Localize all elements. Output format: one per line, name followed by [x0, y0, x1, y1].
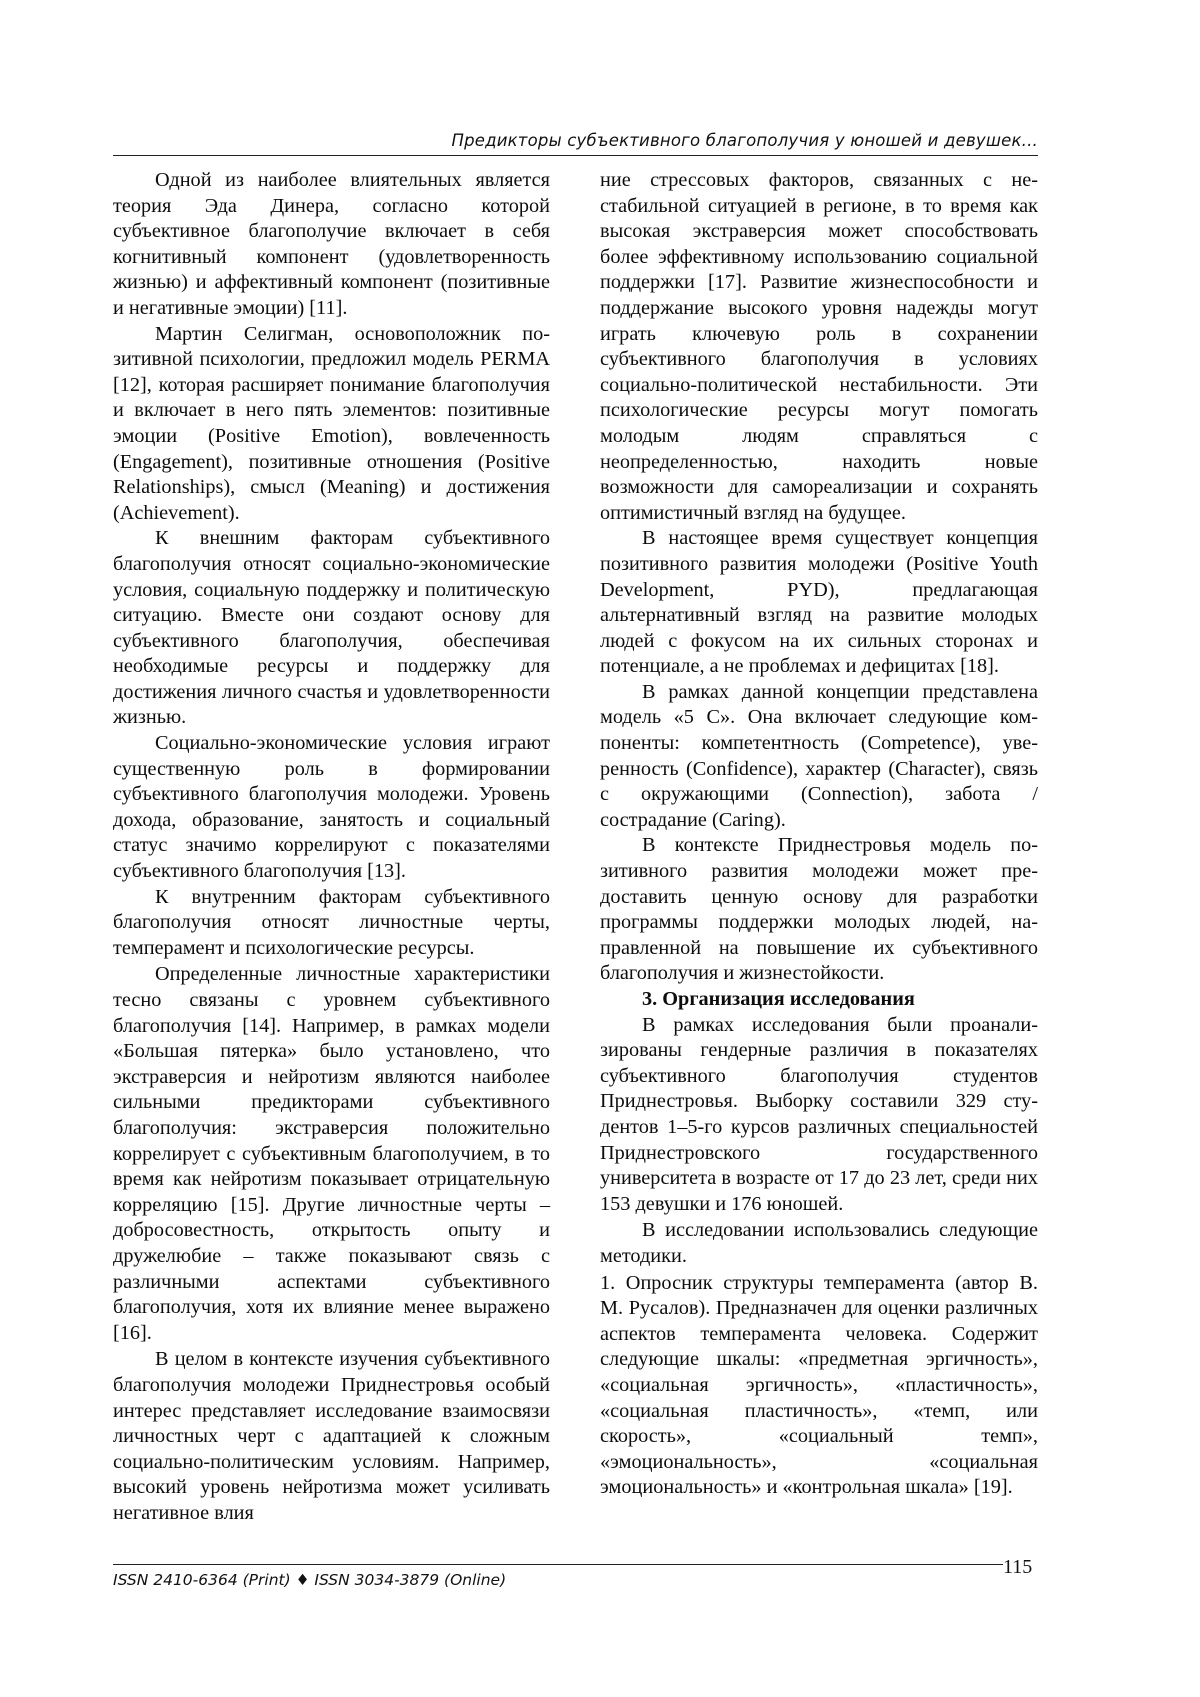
paragraph: В контексте Приднестровья модель позитивного развития молодежи может предоставить ценную основу для разработки программы поддержки молодых людей, направленной на повышение их субъективного благополучия и жизнестойкости. [600, 834, 1038, 985]
header-rule [113, 155, 1038, 156]
footer-rule [113, 1564, 1003, 1565]
paragraph: В настоящее время существует концепция позитивного развития молодежи (Positive Youth Development, PYD), предлагающая альтернативный взгляд на развитие молодых людей с фокусом на их сильных сторонах и потенциале, а не проблемах и дефицитах [18]. [600, 527, 1038, 678]
paragraph: В рамках исследования были проанализированы гендерные различия в показателях субъективного благополучия студентов Приднестровья. Выборку составили 329 студентов 1–5-го курсов различных специальностей Приднестровского государственного университета в возрасте от 17 до 23 лет, среди них 153 девушки и 176 юношей. [600, 1013, 1038, 1215]
running-head: Предикторы субъективного благополучия у юношей и девушек... [451, 131, 1038, 150]
left-column [113, 168, 550, 1526]
method-list-item: 1. Опросник структуры темперамента (автор В. М. Русалов). Предназначен для оценки различных аспектов темперамента человека. Содержит следующие шкалы: «предметная эргичность», «социальная эргичность», «пластичность», «социальная пластичность», «темп, или скорость», «социальный темп», «эмоциональность», «социальная эмоциональность» и «контрольная шкала» [19]. [600, 1271, 1038, 1499]
paragraph: В исследовании использовались следующие методики. [600, 1219, 1038, 1267]
right-column [600, 168, 1038, 1501]
page-number: 115 [1003, 1556, 1033, 1578]
section-heading: 3. Организация исследования [642, 988, 915, 1010]
paragraph: К внешним факторам субъективного благополучия относят социально-экономические условия, социальную поддержку и политическую ситуацию. Вместе они создают основу для субъективного благополучия, обеспечивая необходимые ресурсы и поддержку для достижения личного счастья и удовлетворенности жизнью. [113, 527, 550, 729]
paragraph: Мартин Селигман, основоположник позитивной психологии, предложил модель PERMA [12], которая расширяет понимание благополучия и включает в него пять элементов: позитивные эмоции (Positive Emotion), вовлеченность (Engagement), позитивные отношения (Positive Relationships), смысл (Meaning) и достижения (Achievement). [113, 322, 550, 524]
paragraph-continued: ние стрессовых факторов, связанных с нестабильной ситуацией в регионе, в то время как высокая экстраверсия может способствовать более эффективному использованию социальной поддержки [17]. Развитие жизнеспособности и поддержание высокого уровня надежды могут играть ключевую роль в сохранении субъективного благополучия в условиях социально-политической нестабильности. Эти психологические ресурсы могут помогать молодым людям справляться с неопределенностью, находить новые возможности для самореализации и сохранять оптимистичный взгляд на будущее. [600, 169, 1038, 524]
paragraph: Социально-экономические условия играют существенную роль в формировании субъективного благополучия молодежи. Уровень дохода, образование, занятость и социальный статус значимо коррелируют с показателями субъективного благополучия [13]. [113, 732, 550, 883]
paragraph: В целом в контексте изучения субъективного благополучия молодежи Приднестровья особый интерес представляет исследование взаимосвязи личностных черт с адаптацией к сложным социально-политическим условиям. Например, высокий уровень нейротизма может усиливать негативное влия [113, 1348, 550, 1524]
paragraph: Одной из наиболее влиятельных является теория Эда Динера, согласно которой субъективное благополучие включает в себя когнитивный компонент (удовлетворенность жизнью) и аффективный компонент (позитивные и негативные эмоции) [11]. [113, 169, 550, 319]
footer-issn: ISSN 2410-6364 (Print) ♦ ISSN 3034-3879 (Online) [113, 1571, 507, 1589]
paragraph: К внутренним факторам субъективного благополучия относят личностные черты, темперамент и психологические ресурсы. [113, 885, 550, 959]
paragraph: В рамках данной концепции представлена модель «5 C». Она включает следующие компоненты: компетентность (Competence), уверенность (Confidence), характер (Character), связь с окружающими (Connection), забота / сострадание (Caring). [600, 680, 1038, 831]
paragraph: Определенные личностные характеристики тесно связаны с уровнем субъективного благополучия [14]. Например, в рамках модели «Большая пятерка» было установлено, что экстраверсия и нейротизм являются наиболее сильными предикторами субъективного благополучия: экстраверсия положительно коррелирует с субъективным благополучием, в то время как нейротизм показывает отрицательную корреляцию [15]. Другие личностные черты – добросовестность, открытость опыту и дружелюбие – также показывают связь с различными аспектами субъективного благополучия, хотя их влияние менее выражено [16]. [113, 963, 550, 1344]
